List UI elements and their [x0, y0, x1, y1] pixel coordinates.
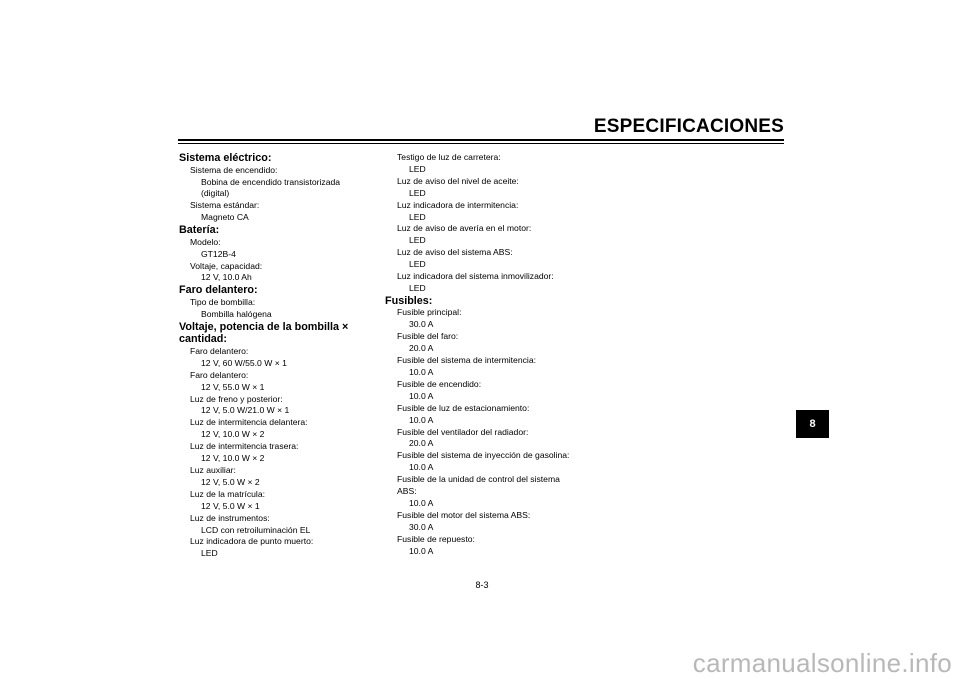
spec-item [385, 223, 595, 247]
spec-values [190, 177, 369, 201]
chapter-tab[interactable]: 8 [796, 410, 829, 438]
spec-label: Voltaje, capacidad: [190, 260, 263, 271]
spec-label: Fusible del ventilador del radiador: [397, 426, 529, 437]
spec-item [179, 394, 369, 418]
spec-label: Faro delantero: [190, 345, 249, 356]
spec-value: 12 V, 5.0 W/21.0 W × 1 [201, 405, 290, 416]
spec-values [190, 212, 369, 224]
spec-values [397, 438, 595, 450]
left-column [179, 152, 369, 560]
spec-label-continued: ABS: [397, 486, 417, 497]
spec-value: LED [409, 235, 426, 246]
spec-value: (digital) [201, 188, 230, 199]
spec-item [179, 165, 369, 201]
spec-value: 30.0 A [409, 521, 434, 532]
spec-item [385, 379, 595, 403]
section-heading: Batería: [179, 224, 220, 237]
spec-label: Fusible de repuesto: [397, 533, 475, 544]
spec-item [385, 247, 595, 271]
spec-value: 12 V, 5.0 W × 2 [201, 476, 260, 487]
spec-label: Faro delantero: [190, 369, 249, 380]
spec-item [385, 176, 595, 200]
spec-label: Sistema estándar: [190, 200, 260, 211]
spec-value: 20.0 A [409, 343, 434, 354]
spec-values [190, 453, 369, 465]
spec-value: 10.0 A [409, 367, 434, 377]
watermark: carmanualsonline.info [692, 648, 952, 678]
spec-label: Luz de aviso del nivel de aceite: [397, 175, 519, 186]
spec-item [179, 261, 369, 285]
spec-value: Bombilla halógena [201, 308, 272, 319]
spec-item [385, 534, 595, 558]
spec-item [179, 441, 369, 465]
spec-label: Luz indicadora de punto muerto: [190, 536, 314, 547]
spec-values [190, 309, 369, 321]
section-heading: Voltaje, potencia de la bombilla × [179, 320, 349, 333]
spec-value: LED [409, 187, 426, 198]
spec-label: Luz indicadora del sistema inmovilizador: [397, 271, 554, 282]
spec-label: Fusible del sistema de intermitencia: [397, 355, 536, 366]
spec-value: 12 V, 5.0 W × 1 [201, 500, 260, 511]
spec-label: Fusible del sistema de inyección de gasolina: [397, 450, 570, 461]
spec-item [179, 237, 369, 261]
spec-value: 10.0 A [409, 462, 434, 473]
spec-item [385, 450, 595, 474]
spec-item [179, 489, 369, 513]
spec-item [179, 417, 369, 441]
spec-values [397, 546, 595, 558]
spec-values [397, 235, 595, 247]
spec-value: LED [201, 548, 218, 559]
spec-label: Fusible del motor del sistema ABS: [397, 509, 531, 520]
spec-item [179, 297, 369, 321]
spec-label: Luz de intermitencia trasera: [190, 441, 299, 452]
spec-values [190, 249, 369, 261]
spec-value: 12 V, 10.0 W × 2 [201, 429, 265, 440]
section-heading: Fusibles: [385, 294, 433, 307]
spec-values [190, 548, 369, 560]
spec-label: Luz indicadora de intermitencia: [397, 199, 519, 210]
spec-values [190, 525, 369, 537]
right-column [385, 152, 595, 558]
title-rule-thin [178, 143, 784, 144]
spec-label: Luz de intermitencia delantera: [190, 417, 308, 428]
spec-values [397, 283, 595, 295]
spec-value: LED [409, 211, 426, 222]
spec-item [385, 427, 595, 451]
spec-values [397, 498, 595, 510]
spec-value: 12 V, 10.0 W × 2 [201, 453, 265, 464]
spec-item [385, 510, 595, 534]
spec-label: Luz de instrumentos: [190, 512, 270, 523]
spec-label: Fusible de encendido: [397, 378, 482, 389]
spec-values [397, 391, 595, 403]
spec-label: Luz de aviso del sistema ABS: [397, 247, 513, 258]
spec-label: Luz de aviso de avería en el motor: [397, 223, 532, 234]
spec-value: 10.0 A [409, 497, 434, 508]
spec-values [190, 358, 369, 370]
spec-item [179, 513, 369, 537]
spec-value: LED [409, 282, 426, 293]
spec-value: GT12B-4 [201, 248, 236, 259]
spec-label: Sistema de encendido: [190, 164, 278, 175]
spec-value: 30.0 A [409, 319, 434, 330]
spec-values [190, 272, 369, 284]
section-heading-continued: cantidad: [179, 333, 227, 346]
spec-value: 12 V, 10.0 Ah [201, 272, 252, 283]
spec-item [385, 474, 595, 510]
spec-label: Luz auxiliar: [190, 465, 236, 475]
spec-value: LED [409, 259, 426, 270]
spec-values [397, 367, 595, 379]
spec-value: 10.0 A [409, 414, 434, 425]
spec-item [385, 152, 595, 176]
spec-values [190, 382, 369, 394]
spec-label: Luz de freno y posterior: [190, 393, 283, 404]
spec-item [179, 536, 369, 560]
spec-values [397, 319, 595, 331]
spec-values [397, 212, 595, 224]
spec-item [179, 200, 369, 224]
spec-value: 12 V, 60 W/55.0 W × 1 [201, 357, 287, 368]
spec-item [179, 370, 369, 394]
spec-values [397, 188, 595, 200]
spec-value: 10.0 A [409, 390, 434, 401]
title-rule-thick [178, 139, 784, 141]
spec-item [385, 307, 595, 331]
spec-item [385, 271, 595, 295]
page-number: 8-3 [475, 580, 489, 590]
spec-values [397, 522, 595, 534]
spec-values [190, 501, 369, 513]
spec-label: Testigo de luz de carretera: [397, 152, 501, 162]
spec-values [397, 259, 595, 271]
spec-item [385, 200, 595, 224]
spec-item [385, 355, 595, 379]
spec-value: 10.0 A [409, 545, 434, 556]
spec-label: Fusible de luz de estacionamiento: [397, 402, 530, 413]
spec-item [179, 346, 369, 370]
spec-values [397, 343, 595, 355]
spec-values [190, 429, 369, 441]
page-title: ESPECIFICACIONES [593, 116, 784, 137]
spec-value: 12 V, 55.0 W × 1 [201, 381, 265, 392]
spec-label: Fusible de la unidad de control del sistema [397, 474, 560, 485]
spec-item [385, 331, 595, 355]
section-heading: Sistema eléctrico: [179, 152, 272, 164]
spec-values [397, 415, 595, 427]
spec-label: Fusible del faro: [397, 331, 459, 342]
spec-label: Tipo de bombilla: [190, 296, 256, 307]
spec-values [397, 164, 595, 176]
spec-value: LCD con retroiluminación EL [201, 524, 311, 535]
spec-value: 20.0 A [409, 438, 434, 449]
spec-label: Fusible principal: [397, 307, 462, 318]
section-heading: Faro delantero: [179, 284, 258, 297]
spec-values [190, 477, 369, 489]
spec-item [385, 403, 595, 427]
spec-value: Magneto CA [201, 212, 249, 223]
spec-item [179, 465, 369, 489]
spec-value: LED [409, 163, 426, 174]
spec-label: Modelo: [190, 236, 221, 247]
spec-values [397, 462, 595, 474]
spec-values [190, 405, 369, 417]
spec-value: Bobina de encendido transistorizada [201, 176, 341, 187]
spec-label: Luz de la matrícula: [190, 488, 265, 499]
